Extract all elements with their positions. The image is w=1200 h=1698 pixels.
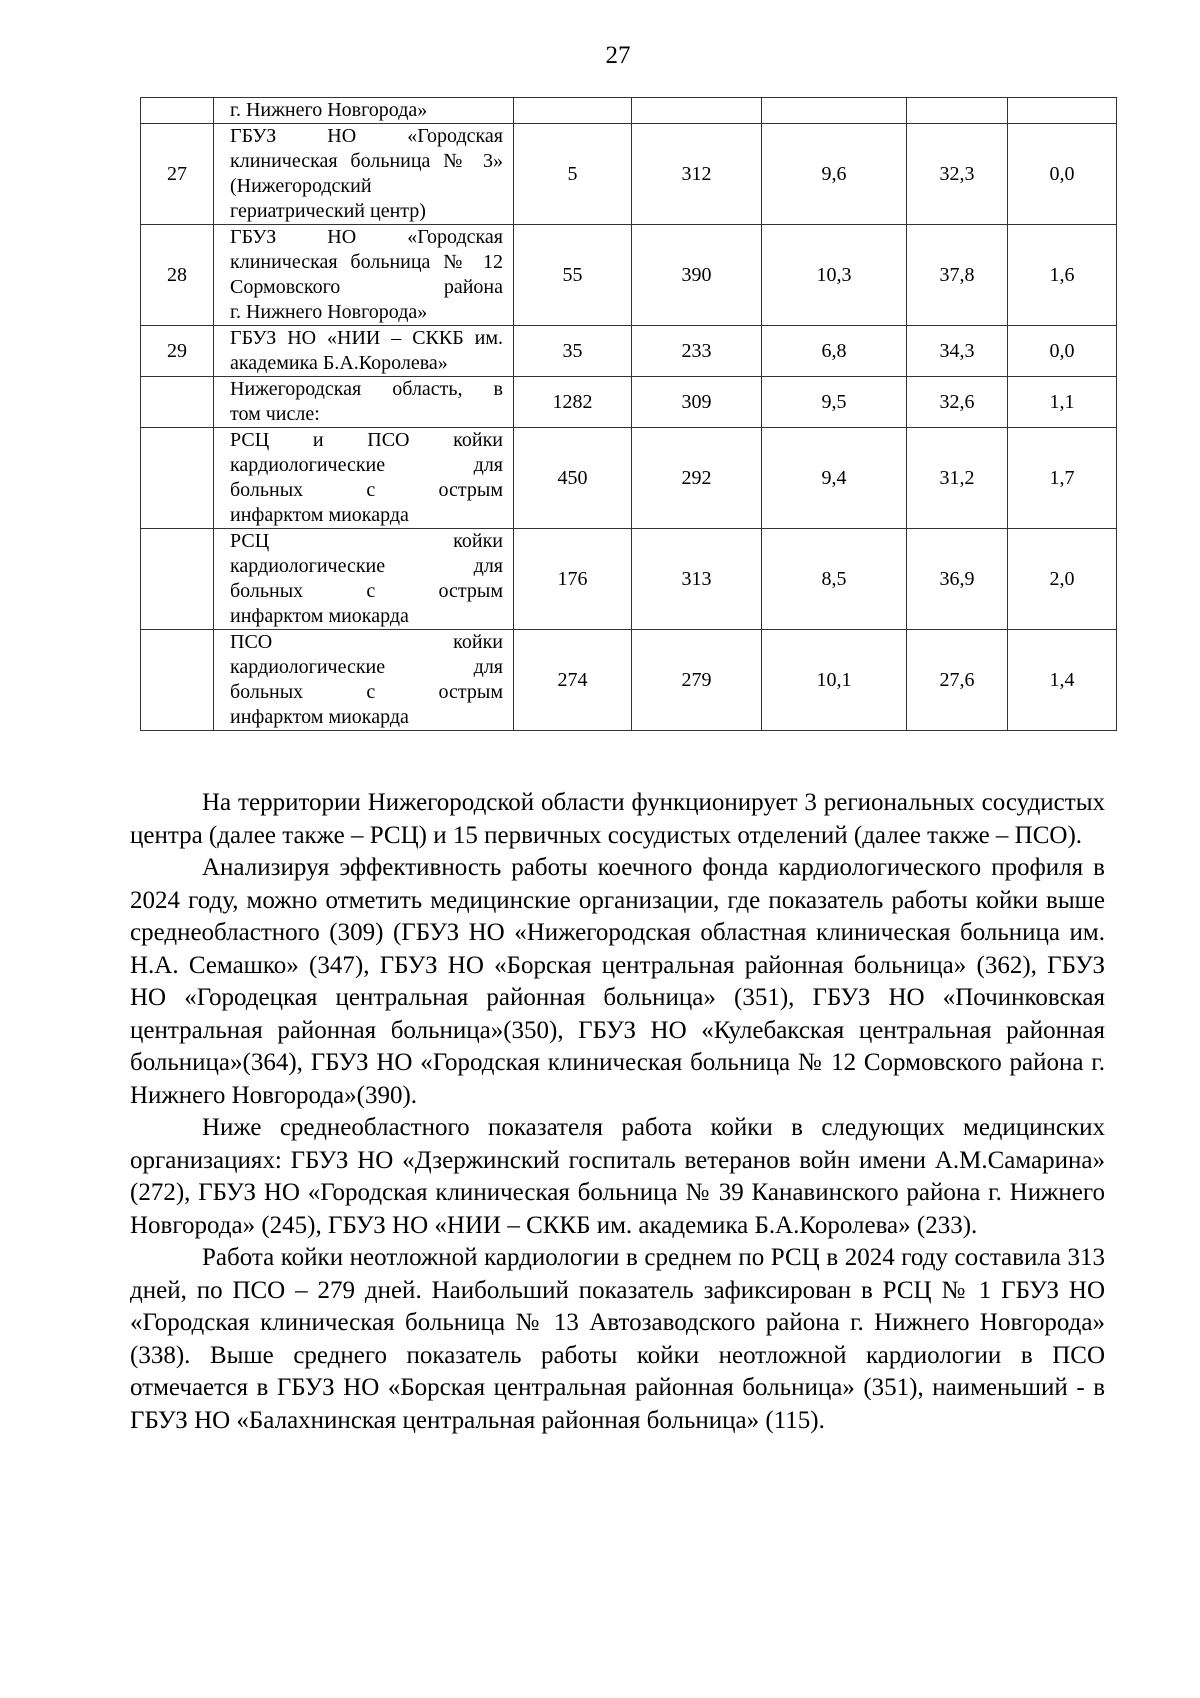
organization-name-line: ГБУЗ НО «Городская [230,226,503,248]
organization-name-line: кардиологические для [230,555,503,577]
organization-name-cell [214,225,514,326]
organization-name-cell [214,529,514,630]
organization-name-cell [214,377,514,428]
value-cell-c5: 1,4 [1008,630,1117,731]
organization-name-line: больных с острым [230,681,503,703]
organization-name-line: гериатрический центр) [230,200,426,222]
organization-name-line: клиническая больница № 3» [230,150,503,172]
value-cell-c3: 9,4 [762,428,907,529]
value-cell-c4: 31,2 [907,428,1008,529]
table-body [141,98,1117,731]
paragraph-1: На территории Нижегородской области функционирует 3 региональных сосудистых центра (далее также – РСЦ) и 15 первичных сосудистых отделений (далее также – ПСО). [130,789,1105,849]
table-row [141,98,1117,124]
value-cell-c5: 1,1 [1008,377,1117,428]
value-cell-c2: 313 [632,529,762,630]
value-cell-c4: 34,3 [907,326,1008,377]
body-text [130,787,1105,1437]
paragraph-4: Работа койки неотложной кардиологии в среднем по РСЦ в 2024 году составила 313 дней, по ПСО – 279 дней. Наибольший показатель зафиксирован в РСЦ № 1 ГБУЗ НО «Городская клиническая больница № 13 Автозаводского района г. Нижнего Новгорода» (338). Выше среднего показатель работы койки неотложной кардиологии в ПСО отмечается в ГБУЗ НО «Борская центральная районная больница» (351), наименьший - в ГБУЗ НО «Балахнинская центральная районная больница» (115). [130,1244,1105,1434]
table-row [141,225,1117,326]
value-cell-c1: 1282 [514,377,632,428]
row-number-cell [141,529,214,630]
value-cell-c5: 0,0 [1008,326,1117,377]
organization-name-line: том числе: [230,403,320,425]
value-cell-c3: 10,1 [762,630,907,731]
organization-name-line: Сормовского района [230,276,503,298]
row-number-cell [141,630,214,731]
organization-name-line: РСЦ и ПСО койки [230,429,503,451]
value-cell-c4: 32,6 [907,377,1008,428]
organization-name-line: кардиологические для [230,454,503,476]
row-number-cell [141,377,214,428]
value-cell-c2: 292 [632,428,762,529]
statistics-table [140,97,1117,731]
value-cell-c5: 1,7 [1008,428,1117,529]
organization-name-line: г. Нижнего Новгорода» [230,301,428,323]
organization-name-line: клиническая больница № 12 [230,251,503,273]
organization-name-cell [214,630,514,731]
row-number-cell: 27 [141,124,214,225]
organization-name-line: (Нижегородский [230,175,372,197]
value-cell-c2: 312 [632,124,762,225]
table-row [141,326,1117,377]
organization-name-line: РСЦ койки [230,530,503,552]
value-cell-c1: 5 [514,124,632,225]
value-cell-c5: 1,6 [1008,225,1117,326]
organization-name-line: инфарктом миокарда [230,605,409,627]
organization-name-line: Нижегородская область, в [230,378,503,400]
value-cell-c1: 274 [514,630,632,731]
organization-name-line: ГБУЗ НО «Городская [230,125,503,147]
table-row [141,124,1117,225]
value-cell-c5: 2,0 [1008,529,1117,630]
row-number-cell [141,428,214,529]
organization-name-line: кардиологические для [230,656,503,678]
table-row [141,630,1117,731]
paragraph-3: Ниже среднеобластного показателя работа койки в следующих медицинских организациях: ГБУЗ НО «Дзержинский госпиталь ветеранов войн имени А.М.Самарина» (272), ГБУЗ НО «Городская клиническая больница № 39 Канавинского района г. Нижнего Новгорода» (245), ГБУЗ НО «НИИ – СККБ им. академика Б.А.Королева» (233). [130,1114,1105,1239]
row-number-cell: 29 [141,326,214,377]
value-cell-c2: 233 [632,326,762,377]
organization-name-line: больных с острым [230,580,503,602]
value-cell-c5 [1008,98,1117,124]
value-cell-c3: 6,8 [762,326,907,377]
value-cell-c1 [514,98,632,124]
value-cell-c3 [762,98,907,124]
table-row [141,377,1117,428]
value-cell-c5: 0,0 [1008,124,1117,225]
value-cell-c4: 27,6 [907,630,1008,731]
organization-name-cell [214,98,514,124]
table-row [141,428,1117,529]
value-cell-c1: 450 [514,428,632,529]
value-cell-c2 [632,98,762,124]
organization-name-line: инфарктом миокарда [230,504,409,526]
organization-name-line: г. Нижнего Новгорода» [230,99,428,121]
organization-name-cell [214,124,514,225]
value-cell-c2: 390 [632,225,762,326]
row-number-cell: 28 [141,225,214,326]
organization-name-cell [214,428,514,529]
value-cell-c3: 9,6 [762,124,907,225]
value-cell-c3: 10,3 [762,225,907,326]
organization-name-line: ПСО койки [230,631,503,653]
paragraph-2: Анализируя эффективность работы коечного фонда кардиологического профиля в 2024 году, можно отметить медицинские организации, где показатель работы койки выше среднеобластного (309) (ГБУЗ НО «Нижегородская областная клиническая больница им. Н.А. Семашко» (347), ГБУЗ НО «Борская центральная районная больница» (362), ГБУЗ НО «Городецкая центральная районная больница» (351), ГБУЗ НО «Починковская центральная районная больница»(350), ГБУЗ НО «Кулебакская центральная районная больница»(364), ГБУЗ НО «Городская клиническая больница № 12 Сормовского района г. Нижнего Новгорода»(390). [130,854,1105,1109]
value-cell-c1: 55 [514,225,632,326]
organization-name-line: инфарктом миокарда [230,706,409,728]
value-cell-c1: 35 [514,326,632,377]
value-cell-c3: 9,5 [762,377,907,428]
value-cell-c3: 8,5 [762,529,907,630]
value-cell-c4: 36,9 [907,529,1008,630]
organization-name-cell [214,326,514,377]
organization-name-line: ГБУЗ НО «НИИ – СККБ им. [230,327,503,349]
organization-name-line: академика Б.А.Королева» [230,352,448,374]
page-number: 27 [605,42,631,69]
value-cell-c4: 32,3 [907,124,1008,225]
value-cell-c2: 309 [632,377,762,428]
organization-name-line: больных с острым [230,479,503,501]
value-cell-c4: 37,8 [907,225,1008,326]
row-number-cell [141,98,214,124]
table-row [141,529,1117,630]
value-cell-c1: 176 [514,529,632,630]
value-cell-c2: 279 [632,630,762,731]
value-cell-c4 [907,98,1008,124]
